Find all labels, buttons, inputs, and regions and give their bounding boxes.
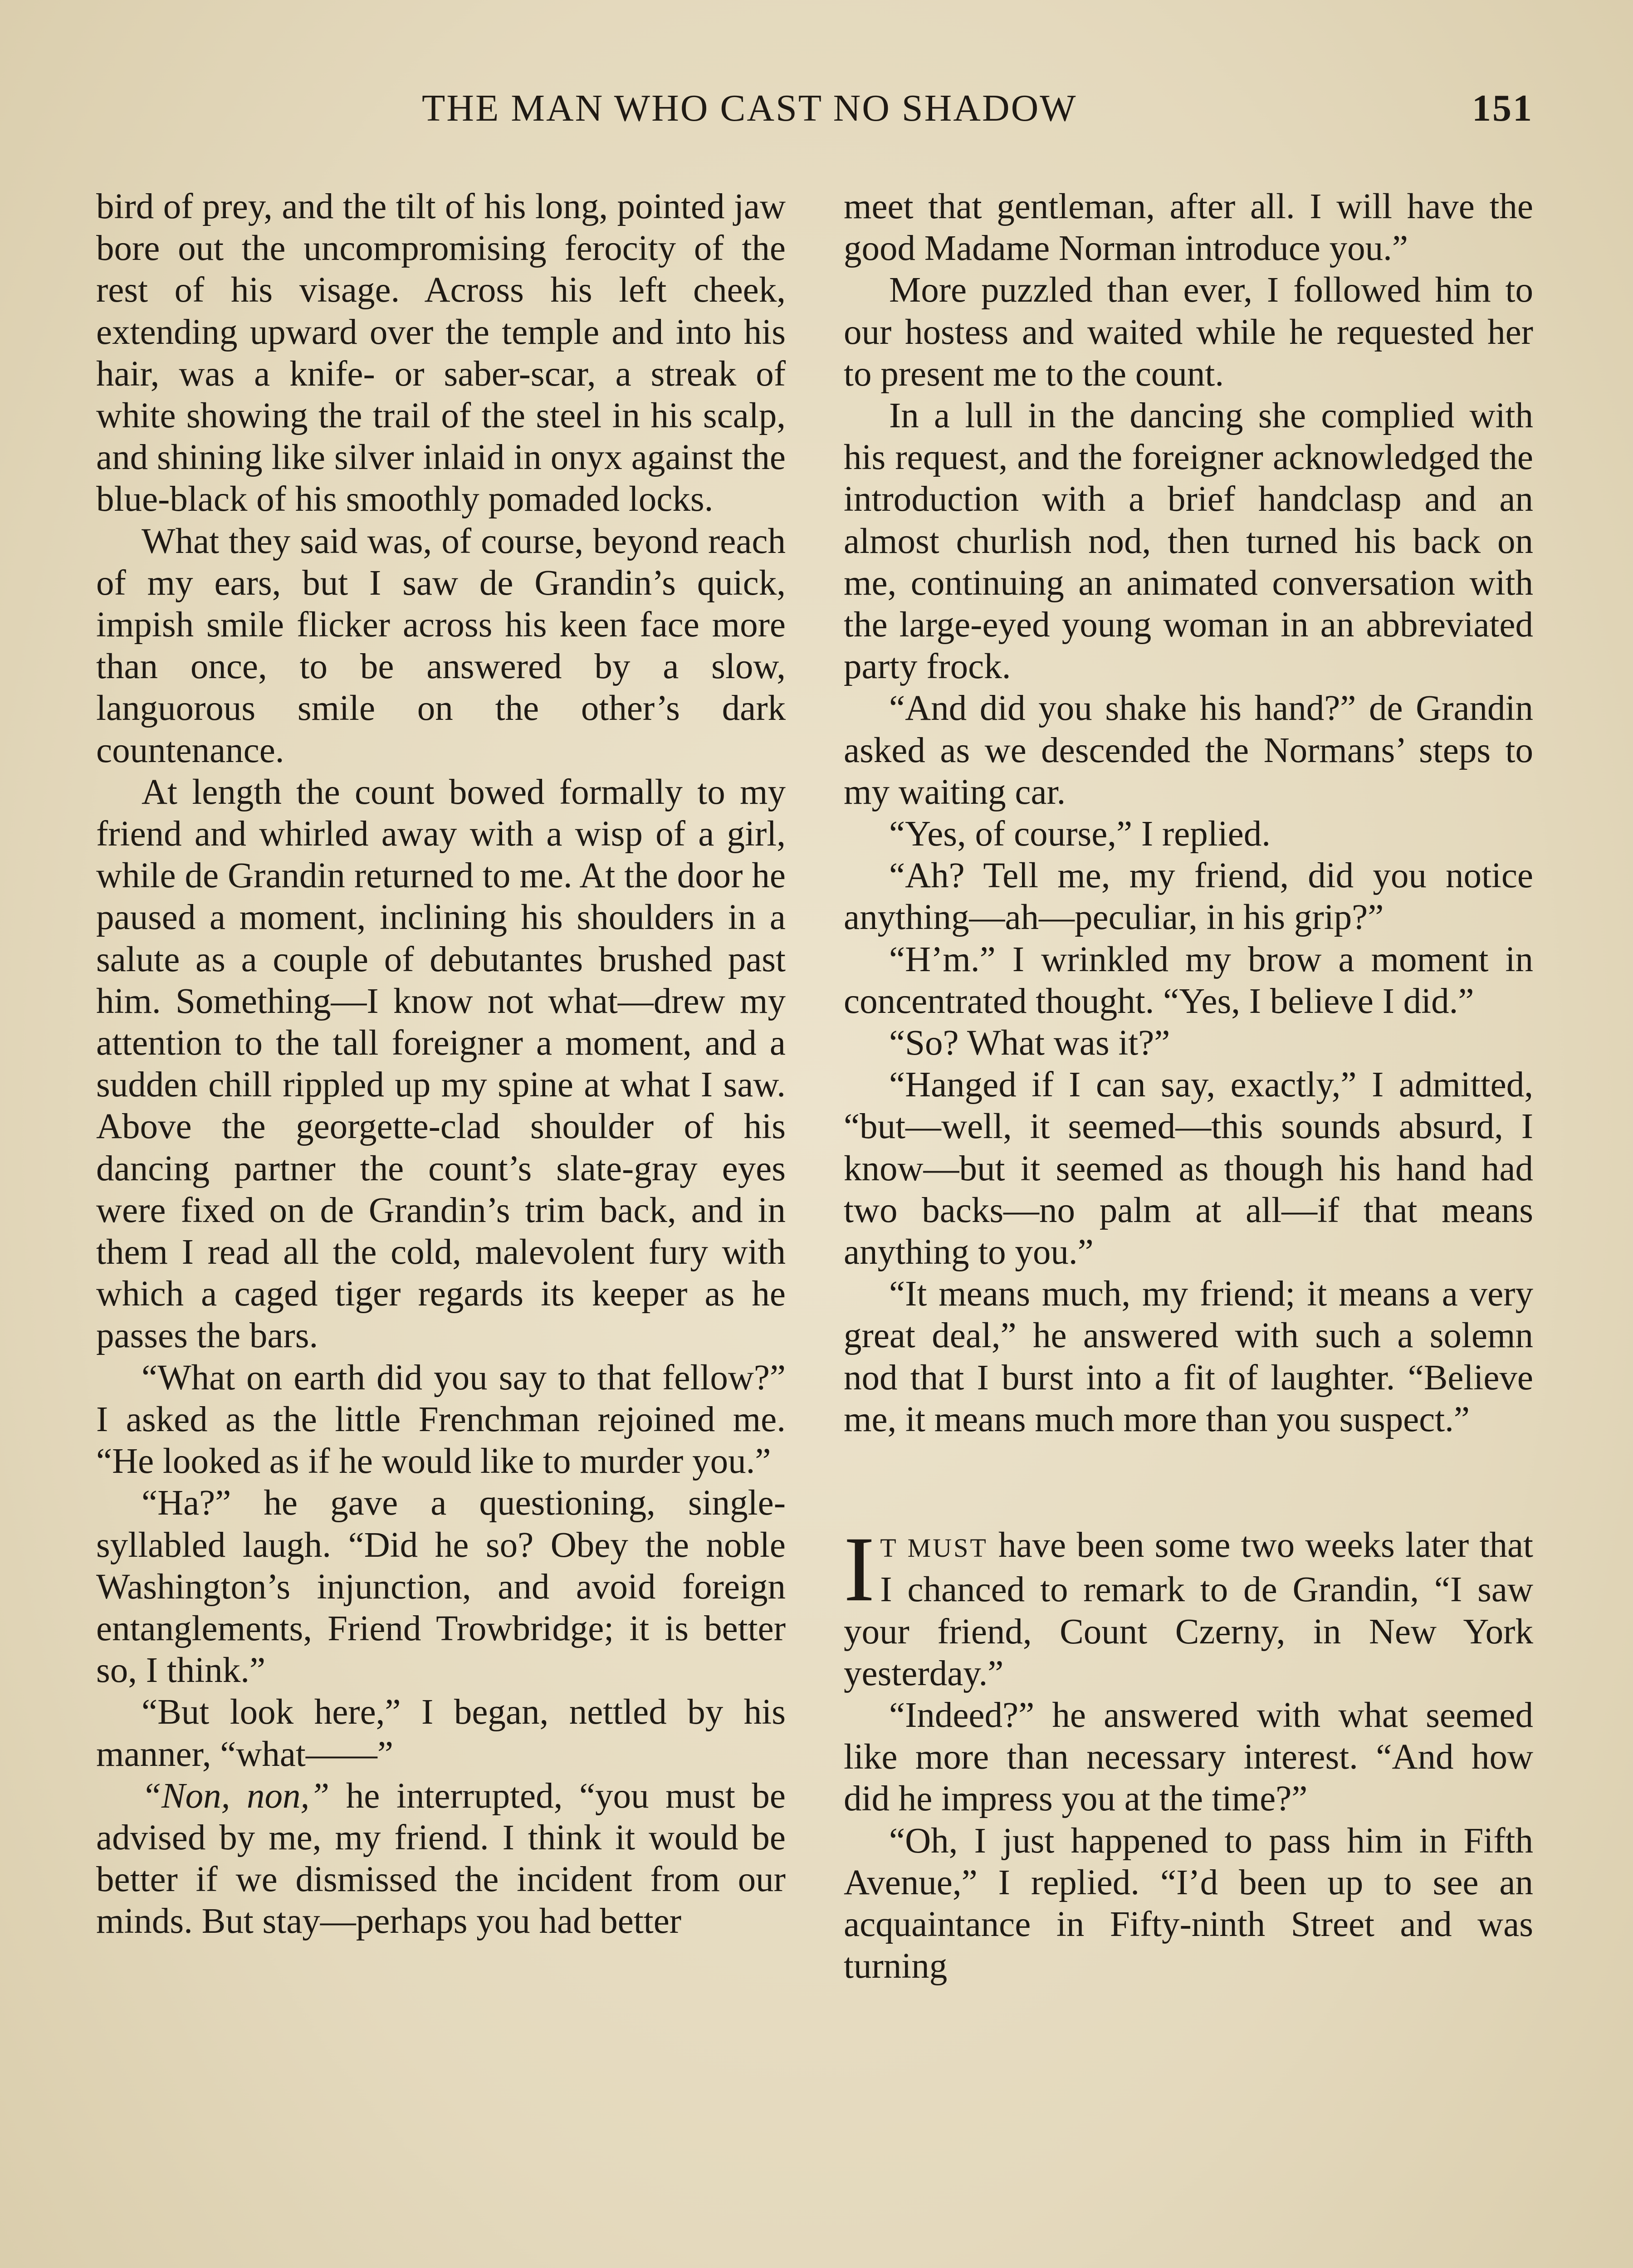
paragraph-text: have been some two weeks later that I chanced to remark to de Grandin, “I saw your friend, Count Czerny, in New York yesterday.” (844, 1525, 1533, 1693)
running-head (422, 86, 1533, 136)
italic-phrase: “Non, non,” (142, 1776, 330, 1816)
paragraph: “Hanged if I can say, exactly,” I admitted, “but—well, it seemed—this sounds absurd, I know—but it seemed as though his hand had two backs—no palm at all—if that means anything to you.” (844, 1065, 1533, 1272)
paragraph: bird of prey, and the tilt of his long, pointed jaw bore out the uncompromising ferocity of the rest of his visage. Across his left cheek, extending upward over the temple and into his hair, was a knife- or saber-scar, a streak of white showing the trail of the steel in his scalp, and shining like silver inlaid in onyx against the blue-black of his smoothly pomaded locks. (96, 187, 786, 519)
paragraph: At length the count bowed formally to my friend and whirled away with a wisp of a girl, while de Grandin returned to me. At the door he paused a moment, inclining his shoulders in a salute as a couple of debutantes brushed past him. Something—I know not what—drew my attention to the tall foreigner a moment, and a sudden chill rippled up my spine at what I saw. Above the georgette-clad shoulder of his dancing partner the count’s slate-gray eyes were fixed on de Grandin’s trim back, and in them I read all the cold, malevolent fury with which a caged tiger regards its keeper as he passes the bars. (96, 772, 786, 1356)
paragraph: “Indeed?” he answered with what seemed like more than necessary interest. “And how did he impress you at the time?” (844, 1695, 1533, 1819)
paragraph: “It means much, my friend; it means a very great deal,” he answered with such a solemn nod that I burst into a fit of laughter. “Believe me, it means much more than you suspect.” (844, 1274, 1533, 1439)
section-opening-paragraph (844, 1518, 1533, 1695)
paragraph: “Oh, I just happened to pass him in Fifth Avenue,” I replied. “I’d been up to see an acquaintance in Fifty-ninth Street and was turning (844, 1821, 1533, 1986)
paragraph: “So? What was it?” (889, 1023, 1170, 1063)
small-caps-lead: T MUST (880, 1533, 988, 1563)
page-number: 151 (1472, 87, 1533, 129)
paragraph: What they said was, of course, beyond reach of my ears, but I saw de Grandin’s quick, impish smile flicker across his keen face more than once, to be answered by a slow, languorous smile on the other’s dark countenance. (96, 521, 786, 770)
left-column (96, 186, 786, 2268)
paragraph: More puzzled than ever, I followed him to our hostess and waited while he requested her to present me to the count. (844, 270, 1533, 394)
paragraph (96, 1775, 786, 1943)
drop-cap: I (844, 1518, 875, 1621)
paragraph: In a lull in the dancing she complied with his request, and the foreigner acknowledged the introduction with a brief handclasp and an almost churlish nod, then turned his back on me, continuing an animated conversation with the large-eyed young woman in an abbreviated party frock. (844, 396, 1533, 687)
paragraph: “H’m.” I wrinkled my brow a moment in concentrated thought. “Yes, I believe I did.” (844, 939, 1533, 1021)
paragraph: “Ha?” he gave a questioning, single-syllabled laugh. “Did he so? Obey the noble Washington’s injunction, and avoid foreign entanglements, Friend Trowbridge; it is better so, I think.” (96, 1483, 786, 1691)
right-column (844, 186, 1533, 2268)
paragraph: “Yes, of course,” I replied. (889, 814, 1271, 854)
story-title: THE MAN WHO CAST NO SHADOW (422, 87, 1077, 129)
paragraph: “And did you shake his hand?” de Grandin asked as we descended the Normans’ steps to my waiting car. (844, 689, 1533, 812)
paragraph: “Ah? Tell me, my friend, did you notice anything—ah—peculiar, in his grip?” (844, 856, 1533, 938)
paragraph: meet that gentleman, after all. I will have the good Madame Norman introduce you.” (844, 187, 1533, 269)
paragraph: “What on earth did you say to that fellow?” I asked as the little Frenchman rejoined me. “He looked as if he would like to murder you.” (96, 1358, 786, 1481)
paragraph: “But look here,” I began, nettled by his manner, “what——” (96, 1692, 786, 1774)
paragraph-text: he interrupted, “you must be advised by me, my friend. I think it would be better if we dismissed the incident from our minds. But stay—perhaps you had better (96, 1776, 786, 1941)
